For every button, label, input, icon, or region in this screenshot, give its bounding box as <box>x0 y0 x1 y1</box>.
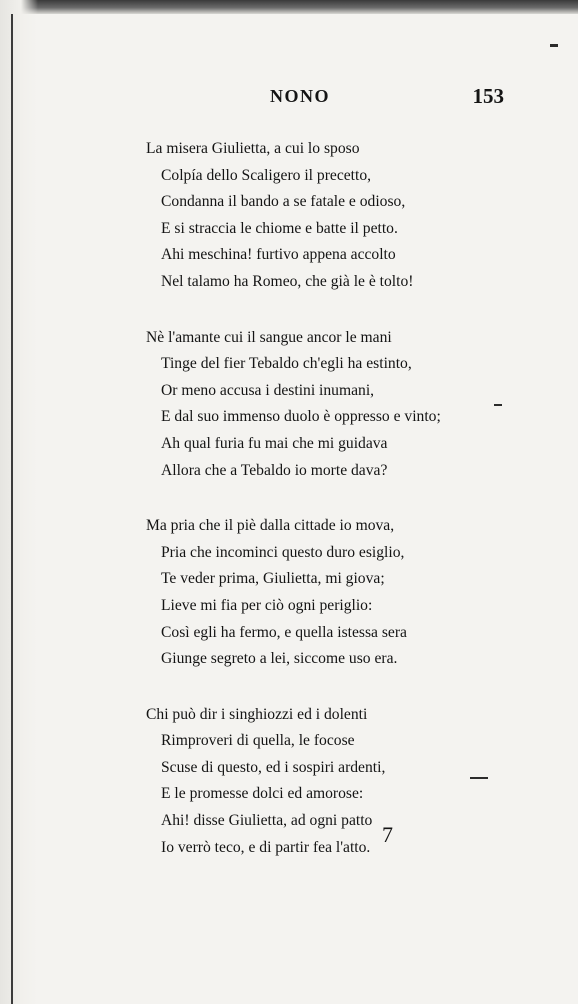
binding-shadow <box>0 0 38 1004</box>
poem-body <box>146 136 526 890</box>
verse-line: Pria che incominci questo duro esiglio, <box>161 543 405 561</box>
verse-line: E le promesse dolci ed amorose: <box>161 785 364 803</box>
stanza-4 <box>146 702 526 862</box>
verse-line: Scuse di questo, ed i sospiri ardenti, <box>161 758 386 776</box>
margin-mark <box>550 44 558 47</box>
verse-line: La misera Giulietta, a cui lo sposo <box>146 140 360 157</box>
verse-line: Nel talamo ha Romeo, che già le è tolto! <box>161 272 414 290</box>
page-number: 153 <box>472 84 504 108</box>
verse-line: E si straccia le chiome e batte il petto. <box>161 219 398 237</box>
verse-line: Giunge segreto a lei, siccome uso era. <box>161 650 398 668</box>
verse-line: Ah qual furia fu mai che mi guidava <box>161 434 388 452</box>
verse-line: Tinge del fier Tebaldo ch'egli ha estinto, <box>161 355 412 373</box>
verse-line: Ahi! disse Giulietta, ad ogni patto <box>161 812 373 830</box>
verse-line: Rimproveri di quella, le focose <box>161 732 355 750</box>
verse-line: Condanna il bando a se fatale e odioso, <box>161 193 406 211</box>
verse-line: Nè l'amante cui il sangue ancor le mani <box>146 328 392 346</box>
verse-line: Io verrò teco, e di partir fea l'atto. <box>161 838 371 856</box>
signature-mark: 7 <box>382 822 393 847</box>
verse-line: Te veder prima, Giulietta, mi giova; <box>161 570 385 588</box>
verse-line: Così egli ha fermo, e quella istessa sera <box>161 623 407 641</box>
verse-line: Ma pria che il piè dalla cittade io mova, <box>146 517 395 535</box>
running-title: NONO <box>270 86 330 106</box>
verse-line: Colpía dello Scaligero il precetto, <box>161 166 372 184</box>
stanza-1 <box>146 136 526 296</box>
page-top-edge <box>0 0 578 14</box>
margin-mark <box>470 777 488 779</box>
verse-line: Lieve mi fia per ciò ogni periglio: <box>161 596 373 614</box>
verse-line: Chi può dir i singhiozzi ed i dolenti <box>146 705 368 723</box>
verse-line: Ahi meschina! furtivo appena accolto <box>161 246 396 264</box>
margin-mark <box>494 404 502 406</box>
verse-line: E dal suo immenso duolo è oppresso e vinto; <box>161 408 441 426</box>
verse-line: Or meno accusa i destini inumani, <box>161 381 375 399</box>
gutter-line <box>11 14 13 1004</box>
stanza-3 <box>146 513 526 673</box>
verse-line: Allora che a Tebaldo io morte dava? <box>161 461 388 479</box>
stanza-2 <box>146 325 526 485</box>
